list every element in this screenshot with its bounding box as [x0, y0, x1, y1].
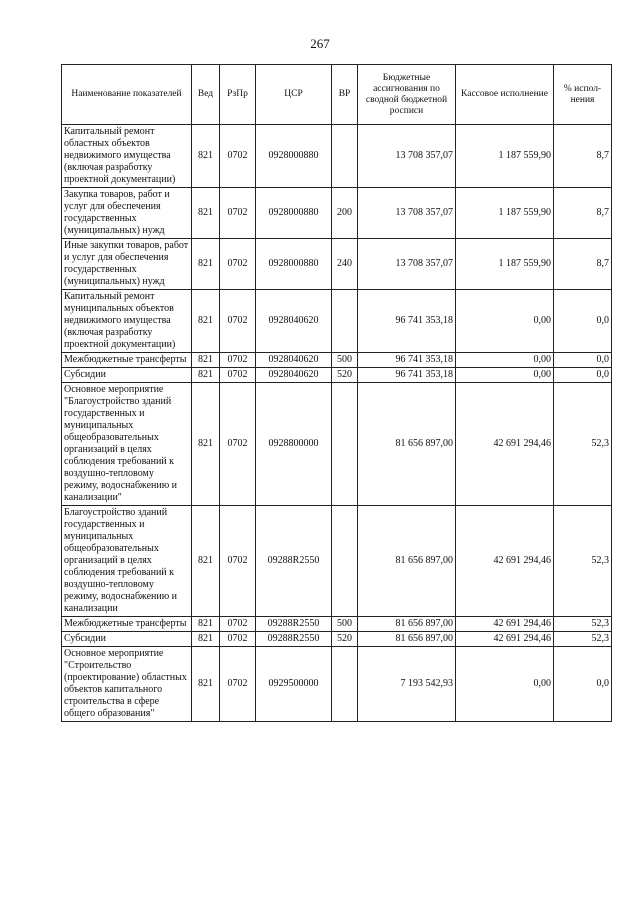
table-row [62, 125, 612, 188]
header-allocations: Бюджетные ассигнования по сводной бюджетной росписи [358, 65, 456, 125]
row-vr: 240 [332, 239, 358, 290]
row-csr: 09288R2550 [256, 632, 332, 647]
row-name: Закупка товаров, работ и услуг для обеспечения государственных (муниципальных) нужд [62, 188, 192, 239]
row-percent: 8,7 [554, 239, 612, 290]
row-name: Основное мероприятие "Благоустройство зданий государственных и муниципальных общеобразовательных организаций в целях соблюдения требований к воздушно-тепловому режиму, водоснабжению и канализации" [62, 383, 192, 506]
row-percent: 52,3 [554, 617, 612, 632]
header-rzpr: РзПр [220, 65, 256, 125]
table-header-row [62, 65, 612, 125]
row-vr: 200 [332, 188, 358, 239]
row-ved: 821 [192, 383, 220, 506]
row-name: Благоустройство зданий государственных и муниципальных общеобразовательных организаций в целях соблюдения требований к воздушно-тепловому режиму, водоснабжению и канализации [62, 506, 192, 617]
row-ved: 821 [192, 632, 220, 647]
row-ved: 821 [192, 290, 220, 353]
row-percent: 52,3 [554, 632, 612, 647]
page-number: 267 [310, 36, 330, 51]
row-ved: 821 [192, 353, 220, 368]
row-rzpr: 0702 [220, 383, 256, 506]
row-percent: 0,0 [554, 368, 612, 383]
row-name: Капитальный ремонт муниципальных объектов недвижимого имущества (включая разработку проектной документации) [62, 290, 192, 353]
row-cash: 0,00 [456, 290, 554, 353]
row-csr: 0928040620 [256, 290, 332, 353]
row-allocation: 13 708 357,07 [358, 188, 456, 239]
row-percent: 8,7 [554, 188, 612, 239]
row-vr [332, 506, 358, 617]
row-percent: 52,3 [554, 383, 612, 506]
row-vr: 520 [332, 632, 358, 647]
row-csr: 0928040620 [256, 353, 332, 368]
row-rzpr: 0702 [220, 125, 256, 188]
table-row [62, 188, 612, 239]
header-csr: ЦСР [256, 65, 332, 125]
row-allocation: 96 741 353,18 [358, 368, 456, 383]
row-rzpr: 0702 [220, 239, 256, 290]
row-vr: 500 [332, 353, 358, 368]
row-csr: 0928000880 [256, 188, 332, 239]
row-percent: 52,3 [554, 506, 612, 617]
table-row [62, 353, 612, 368]
row-vr [332, 647, 358, 722]
row-rzpr: 0702 [220, 188, 256, 239]
row-allocation: 13 708 357,07 [358, 125, 456, 188]
row-ved: 821 [192, 506, 220, 617]
row-csr: 0928000880 [256, 125, 332, 188]
row-percent: 0,0 [554, 353, 612, 368]
row-vr [332, 125, 358, 188]
header-cash: Кассовое исполнение [456, 65, 554, 125]
row-allocation: 7 193 542,93 [358, 647, 456, 722]
row-rzpr: 0702 [220, 506, 256, 617]
row-cash: 1 187 559,90 [456, 125, 554, 188]
table-row [62, 647, 612, 722]
row-ved: 821 [192, 125, 220, 188]
row-csr: 0928040620 [256, 368, 332, 383]
row-cash: 42 691 294,46 [456, 383, 554, 506]
row-percent: 0,0 [554, 647, 612, 722]
row-cash: 42 691 294,46 [456, 506, 554, 617]
row-vr [332, 290, 358, 353]
table-row [62, 506, 612, 617]
row-name: Субсидии [62, 368, 192, 383]
table-row [62, 617, 612, 632]
row-csr: 09288R2550 [256, 506, 332, 617]
row-name: Иные закупки товаров, работ и услуг для обеспечения государственных (муниципальных) нужд [62, 239, 192, 290]
header-vr: ВР [332, 65, 358, 125]
row-allocation: 96 741 353,18 [358, 290, 456, 353]
row-cash: 0,00 [456, 647, 554, 722]
row-name: Субсидии [62, 632, 192, 647]
header-ved: Вед [192, 65, 220, 125]
row-cash: 0,00 [456, 353, 554, 368]
row-cash: 1 187 559,90 [456, 188, 554, 239]
row-rzpr: 0702 [220, 353, 256, 368]
row-ved: 821 [192, 647, 220, 722]
row-rzpr: 0702 [220, 632, 256, 647]
row-ved: 821 [192, 368, 220, 383]
row-name: Межбюджетные трансферты [62, 353, 192, 368]
row-vr: 520 [332, 368, 358, 383]
table-row [62, 239, 612, 290]
row-allocation: 13 708 357,07 [358, 239, 456, 290]
row-percent: 0,0 [554, 290, 612, 353]
row-cash: 0,00 [456, 368, 554, 383]
row-allocation: 81 656 897,00 [358, 632, 456, 647]
row-allocation: 96 741 353,18 [358, 353, 456, 368]
row-rzpr: 0702 [220, 617, 256, 632]
row-cash: 42 691 294,46 [456, 617, 554, 632]
row-name: Межбюджетные трансферты [62, 617, 192, 632]
row-rzpr: 0702 [220, 290, 256, 353]
row-name: Капитальный ремонт областных объектов недвижимого имущества (включая разработку проектной документации) [62, 125, 192, 188]
table-row [62, 290, 612, 353]
row-allocation: 81 656 897,00 [358, 383, 456, 506]
header-name: Наименование показателей [62, 65, 192, 125]
row-csr: 09288R2550 [256, 617, 332, 632]
row-ved: 821 [192, 188, 220, 239]
row-rzpr: 0702 [220, 368, 256, 383]
row-csr: 0929500000 [256, 647, 332, 722]
row-csr: 0928000880 [256, 239, 332, 290]
row-allocation: 81 656 897,00 [358, 617, 456, 632]
row-rzpr: 0702 [220, 647, 256, 722]
budget-table [61, 64, 612, 722]
row-name: Основное мероприятие "Строительство (проектирование) областных объектов капитального строительства в сфере общего образования" [62, 647, 192, 722]
row-ved: 821 [192, 617, 220, 632]
header-percent: % испол-нения [554, 65, 612, 125]
row-csr: 0928800000 [256, 383, 332, 506]
row-cash: 42 691 294,46 [456, 632, 554, 647]
row-percent: 8,7 [554, 125, 612, 188]
row-ved: 821 [192, 239, 220, 290]
row-vr: 500 [332, 617, 358, 632]
table-row [62, 368, 612, 383]
row-allocation: 81 656 897,00 [358, 506, 456, 617]
table-row [62, 383, 612, 506]
row-cash: 1 187 559,90 [456, 239, 554, 290]
row-vr [332, 383, 358, 506]
table-row [62, 632, 612, 647]
